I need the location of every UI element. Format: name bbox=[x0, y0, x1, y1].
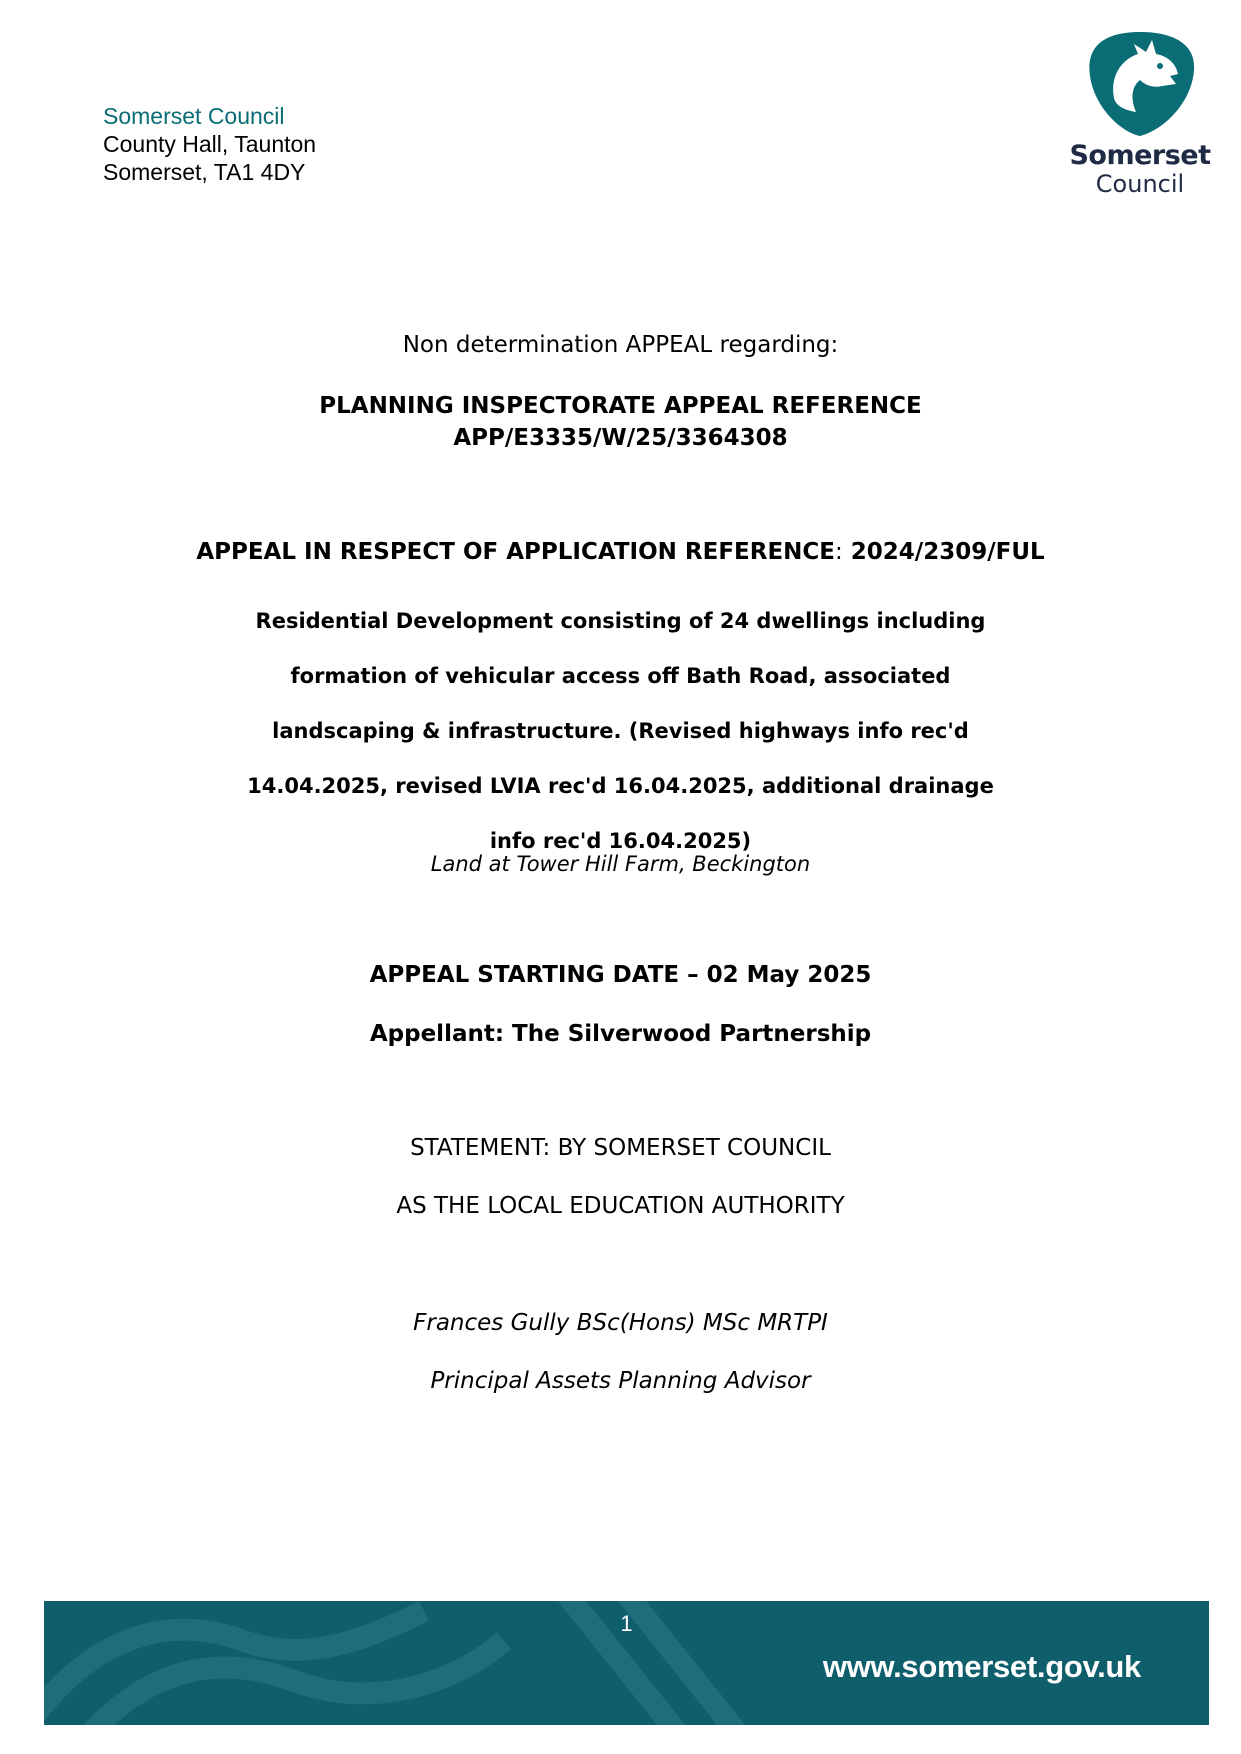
address-line-1: County Hall, Taunton bbox=[103, 131, 317, 157]
application-reference bbox=[0, 539, 1241, 565]
application-number: 2024/2309/FUL bbox=[850, 539, 1045, 565]
description-line: Residential Development consisting of 24 dwellings including bbox=[255, 609, 986, 633]
somerset-council-logo bbox=[1060, 28, 1220, 198]
address-line-2: Somerset, TA1 4DY bbox=[103, 159, 306, 185]
description-line: formation of vehicular access off Bath Road, associated bbox=[290, 664, 951, 688]
site-location: Land at Tower Hill Farm, Beckington bbox=[430, 852, 811, 876]
logo-word-somerset: Somerset bbox=[1069, 140, 1211, 171]
statement-line-2: AS THE LOCAL EDUCATION AUTHORITY bbox=[396, 1193, 845, 1219]
description-line: landscaping & infrastructure. (Revised highways info rec'd bbox=[272, 719, 969, 743]
author-name: Frances Gully BSc(Hons) MSc MRTPI bbox=[413, 1310, 828, 1336]
inspectorate-reference: APP/E3335/W/25/3364308 bbox=[453, 425, 788, 451]
statement-line-1: STATEMENT: BY SOMERSET COUNCIL bbox=[410, 1135, 831, 1161]
development-description bbox=[0, 594, 1241, 869]
description-line: info rec'd 16.04.2025) bbox=[489, 829, 752, 853]
council-address bbox=[103, 102, 316, 186]
inspectorate-heading: PLANNING INSPECTORATE APPEAL REFERENCE bbox=[319, 393, 922, 419]
description-line: 14.04.2025, revised LVIA rec'd 16.04.2025, additional drainage bbox=[247, 774, 994, 798]
address-org: Somerset Council bbox=[103, 103, 285, 129]
website-link[interactable]: www.somerset.gov.uk bbox=[822, 1649, 1141, 1684]
inspectorate-reference-block bbox=[0, 390, 1241, 454]
page-number: 1 bbox=[620, 1611, 633, 1636]
appeal-start-date: APPEAL STARTING DATE – 02 May 2025 bbox=[369, 962, 872, 988]
dragon-icon bbox=[1080, 28, 1200, 138]
logo-word-council: Council bbox=[1095, 170, 1185, 198]
intro-text: Non determination APPEAL regarding: bbox=[402, 332, 839, 358]
appellant: Appellant: The Silverwood Partnership bbox=[369, 1021, 872, 1047]
author-role: Principal Assets Planning Advisor bbox=[430, 1368, 811, 1394]
application-separator: : bbox=[835, 539, 843, 565]
application-label: APPEAL IN RESPECT OF APPLICATION REFERENCE bbox=[196, 539, 836, 565]
footer-banner bbox=[44, 1601, 1209, 1725]
